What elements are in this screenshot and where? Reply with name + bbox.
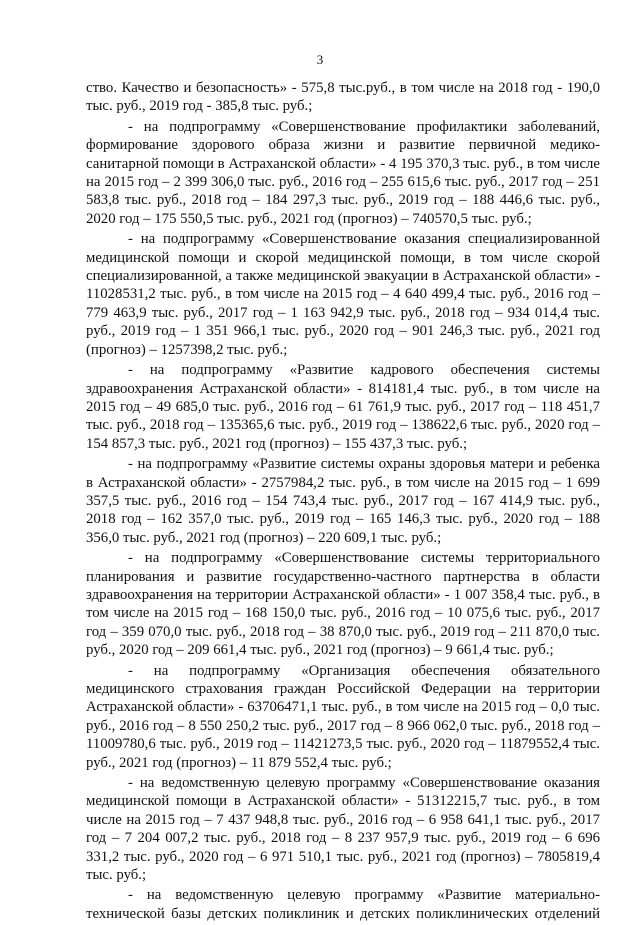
paragraph-departmental-program-care: - на ведомственную целевую программу «Совершенствование оказания медицинской помощи в Астраханской области» - 51312215,7 тыс. руб., в том числе на 2015 год – 7 437 948,8 тыс. руб., 2016 год – 6 958 641,1 тыс. руб., 2017 год – 7 204 007,2 тыс. руб., 2018 год – 8 237 957,9 тыс. руб., 2019 год – 6 696 331,2 тыс. руб., 2020 год – 6 971 510,1 тыс. руб., 2021 год (прогноз) – 7805819,4 тыс. руб.;	[86, 775, 600, 884]
paragraph-subprogram-maternal-child: - на подпрограмму «Развитие системы охраны здоровья матери и ребенка в Астраханской области» - 2757984,2 тыс. руб., в том числе на 2015 год – 1 699 357,5 тыс. руб., 2016 год – 154 743,4 тыс. руб., 2017 год – 167 414,9 тыс. руб., 2018 год – 162 357,0 тыс. руб., 2019 год – 165 146,3 тыс. руб., 2020 год – 188 356,0 тыс. руб., 2021 год (прогноз) – 220 609,1 тыс. руб.;	[86, 456, 600, 546]
document-body	[86, 79, 600, 925]
paragraph-departmental-program-polyclinics: - на ведомственную целевую программу «Развитие материально-технической базы детских поликлиник и детских поликлинических отделений	[86, 887, 600, 922]
paragraph-subprogram-staffing: - на подпрограмму «Развитие кадрового обеспечения системы здравоохранения Астраханской области» - 814181,4 тыс. руб., в том числе на 2015 год – 49 685,0 тыс. руб., 2016 год – 61 761,9 тыс. руб., 2017 год – 118 451,7 тыс. руб., 2018 год – 135365,6 тыс. руб., 2019 год – 138622,6 тыс. руб., 2020 год – 154 857,3 тыс. руб., 2021 год (прогноз) – 155 437,3 тыс. руб.;	[86, 362, 600, 452]
page-number: 3	[316, 52, 324, 67]
paragraph-subprogram-insurance: - на подпрограмму «Организация обеспечения обязательного медицинского страхования граждан Российской Федерации на территории Астраханской области» - 63706471,1 тыс. руб., в том числе на 2015 год – 0,0 тыс. руб., 2016 год – 8 550 250,2 тыс. руб., 2017 год – 8 966 062,0 тыс. руб., 2018 год – 11009780,6 тыс. руб., 2019 год – 11421273,5 тыс. руб., 2020 год – 11879552,4 тыс. руб., 2021 год (прогноз) – 11 879 552,4 тыс. руб.;	[86, 662, 600, 771]
paragraph-subprogram-territorial-planning: - на подпрограмму «Совершенствование системы территориального планирования и развитие государственно-частного партнерства в области здравоохранения на территории Астраханской области» - 1 007 358,4 тыс. руб., в том числе на 2015 год – 168 150,0 тыс. руб., 2016 год – 10 075,6 тыс. руб., 2017 год – 359 070,0 тыс. руб., 2018 год – 38 870,0 тыс. руб., 2019 год – 211 870,0 тыс. руб., 2020 год – 209 661,4 тыс. руб., 2021 год (прогноз) – 9 661,4 тыс. руб.;	[86, 550, 600, 659]
paragraph-subprogram-specialized-care: - на подпрограмму «Совершенствование оказания специализированной медицинской помощи и скорой медицинской помощи, в том числе скорой специализированной, а также медицинской эвакуации в Астраханской области» - 11028531,2 тыс. руб., в том числе на 2015 год – 4 640 499,4 тыс. руб., 2016 год – 779 463,9 тыс. руб., 2017 год – 1 163 942,9 тыс. руб., 2018 год – 934 014,4 тыс. руб., 2019 год – 1 351 966,1 тыс. руб., 2020 год – 901 246,3 тыс. руб., 2021 год (прогноз) – 1257398,2 тыс. руб.;	[86, 231, 600, 358]
paragraph-continuation: ство. Качество и безопасность» - 575,8 тыс.руб., в том числе на 2018 год - 190,0 тыс. руб., 2019 год - 385,8 тыс. руб.;	[86, 80, 600, 115]
paragraph-subprogram-prevention: - на подпрограмму «Совершенствование профилактики заболеваний, формирование здорового образа жизни и развитие первичной медико-санитарной помощи в Астраханской области» - 4 195 370,3 тыс. руб., в том числе на 2015 год – 2 399 306,0 тыс. руб., 2016 год – 255 615,6 тыс. руб., 2017 год – 251 583,8 тыс. руб., 2018 год – 184 297,3 тыс. руб., 2019 год – 188 446,6 тыс. руб., 2020 год – 175 550,5 тыс. руб., 2021 год (прогноз) – 740570,5 тыс. руб.;	[86, 118, 600, 227]
